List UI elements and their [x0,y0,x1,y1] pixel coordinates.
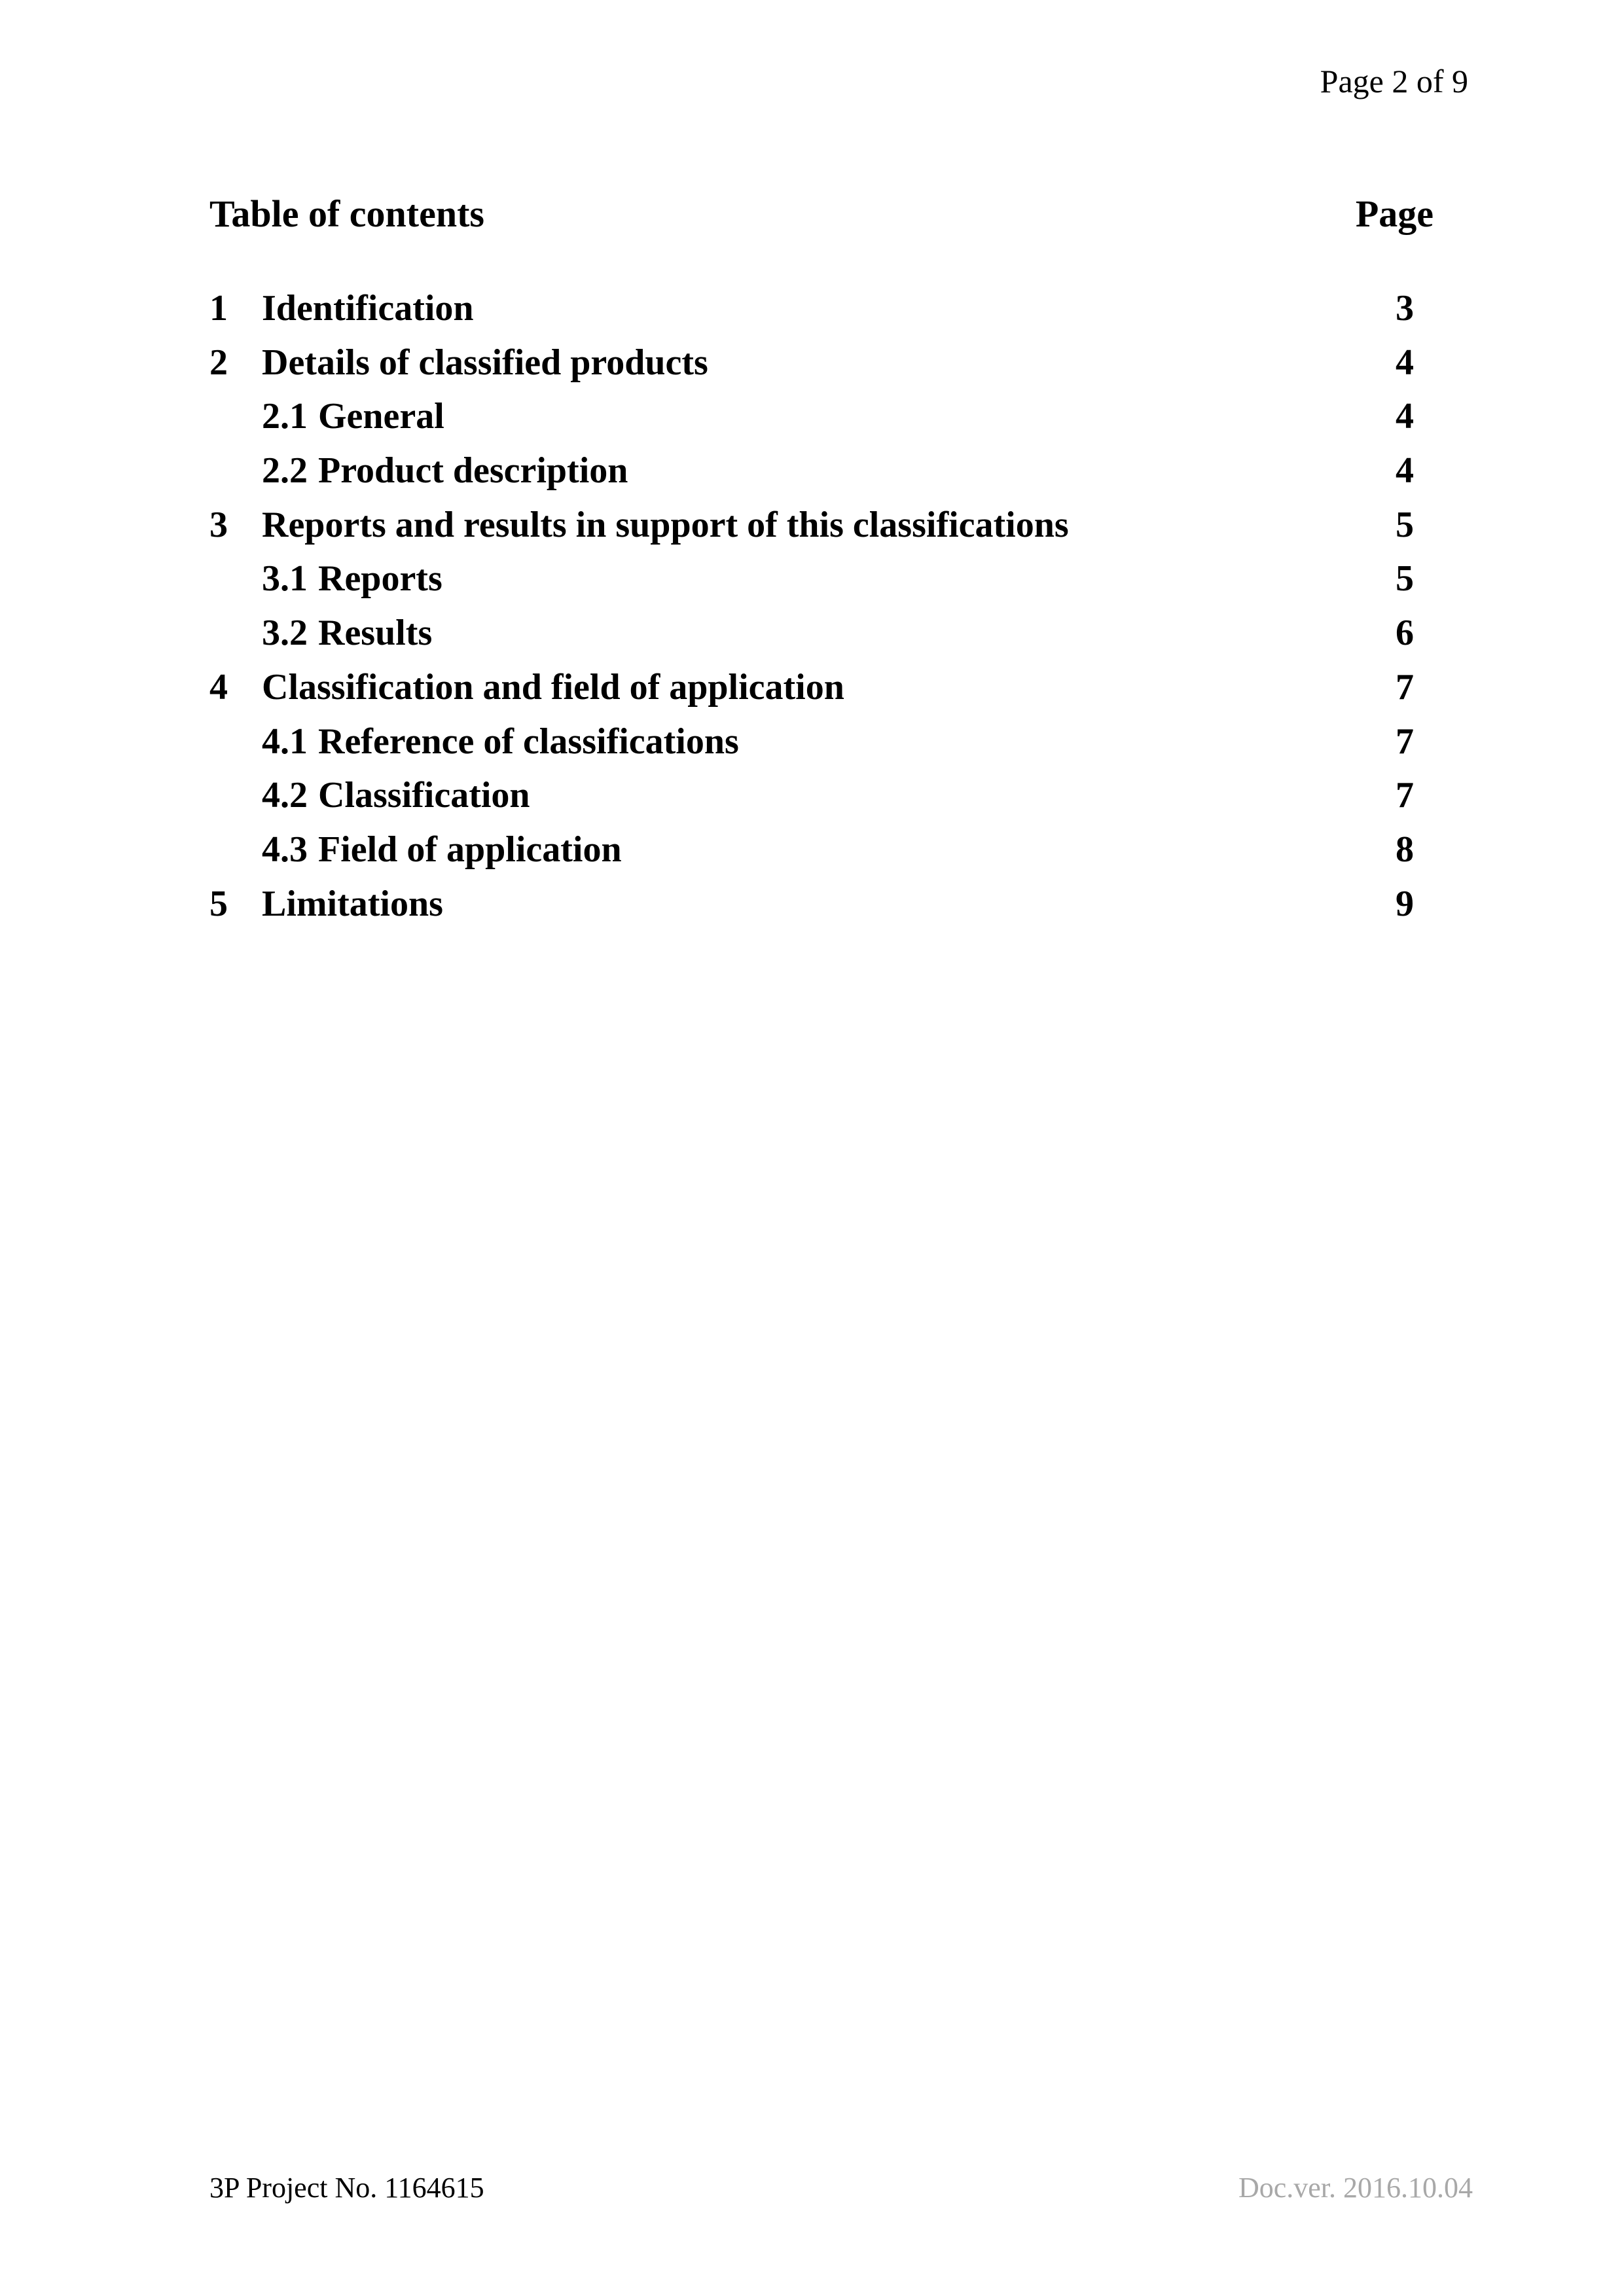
toc-entry [209,552,1434,606]
header-page-indicator: Page 2 of 9 [1320,63,1468,99]
footer-project-number: 3P Project No. 1164615 [209,2172,484,2204]
page-footer [0,2172,1624,2205]
toc-entry-number: 4.3 [262,829,308,870]
toc-entry-page: 7 [1396,775,1414,816]
toc-entry-page: 8 [1396,829,1414,870]
toc-entry [209,389,1434,444]
footer-doc-version: Doc.ver. 2016.10.04 [1238,2172,1473,2204]
toc-entry [209,660,1434,715]
toc-entry-page: 9 [1396,883,1414,924]
toc-entry-number: 4 [209,666,228,708]
toc-entry-number: 2.2 [262,450,308,492]
toc-page-column-label: Page [1355,192,1434,235]
toc-entry-label: Details of classified products [262,342,708,383]
toc-entry-page: 4 [1396,450,1414,492]
toc-entry [209,606,1434,660]
toc-entry-label: Reports and results in support of this classifications [262,504,1069,545]
toc-entry-number: 3 [209,504,228,545]
toc-entry [209,281,1434,336]
toc-entry-label: Limitations [262,883,443,924]
toc-entry-label: Classification and field of application [262,666,844,708]
toc-entry [209,823,1434,877]
toc-entry-number: 2 [209,342,228,383]
toc-entry-number: 1 [209,288,228,329]
toc-header-row [0,192,1624,236]
toc-entry-number: 4.1 [262,721,308,762]
toc-entry [209,498,1434,552]
toc-entry-label: General [318,396,444,437]
toc-entry-label: Classification [318,775,530,816]
toc-entry-page: 4 [1396,396,1414,437]
toc-entry-label: Product description [318,450,628,492]
toc-entry-page: 7 [1396,721,1414,762]
toc-list [0,281,1624,931]
toc-entry [209,877,1434,931]
toc-entry-page: 5 [1396,558,1414,600]
toc-entry-label: Reports [318,558,442,600]
toc-entry-label: Reference of classifications [318,721,739,762]
toc-entry-page: 4 [1396,342,1414,383]
toc-entry [209,715,1434,769]
toc-entry-label: Results [318,613,433,654]
toc-entry [209,444,1434,498]
toc-entry-page: 5 [1396,504,1414,545]
toc-entry-page: 7 [1396,666,1414,708]
toc-entry-page: 3 [1396,288,1414,329]
toc-entry-number: 2.1 [262,396,308,437]
toc-entry-label: Identification [262,288,474,329]
toc-entry-number: 3.2 [262,613,308,654]
toc-title: Table of contents [209,192,484,235]
toc-entry-number: 3.1 [262,558,308,600]
toc-entry [209,768,1434,823]
toc-entry [209,336,1434,390]
toc-entry-page: 6 [1396,613,1414,654]
toc-entry-number: 5 [209,883,228,924]
toc-entry-number: 4.2 [262,775,308,816]
toc-entry-label: Field of application [318,829,622,870]
